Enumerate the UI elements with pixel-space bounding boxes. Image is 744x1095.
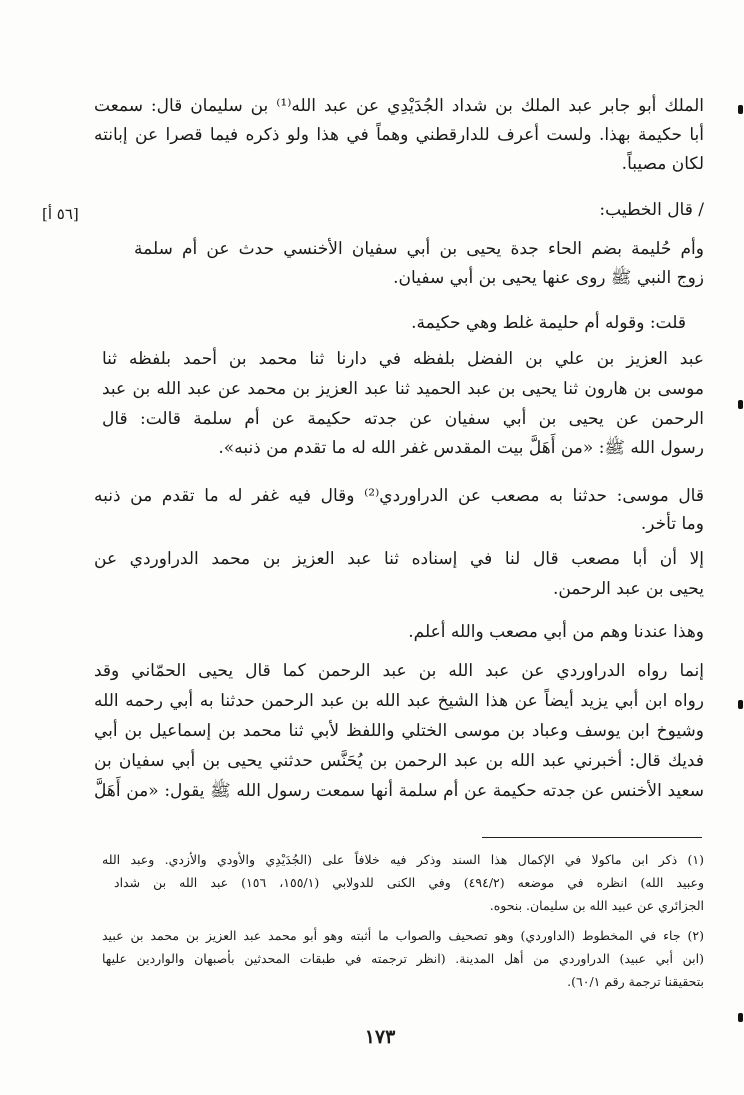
scan-mark	[738, 1013, 743, 1022]
body-line: عبد العزيز بن علي بن الفضل بلفظه في دارنا ثنا محمد بن أحمد بلفظه ثنا	[102, 349, 704, 369]
body-line: رواه ابن أبي يزيد أيضاً عن هذا الشيخ عبد الله بن عبد الرحمن حدثنا به أبي رحمه الله	[94, 691, 704, 711]
body-line: أبا حكيمة بهذا. ولست أعرف للدارقطني وهماً في هذا ولو ذكره فيما قصرا عن إبانته	[94, 125, 704, 145]
body-line: إلا أن أبا مصعب قال لنا في إسناده ثنا عبد العزيز بن محمد الدراوردي عن	[94, 549, 704, 569]
body-line: فديك قال: أخبرني عبد الله بن عبد الرحمن بن يُحَنَّس حدثني يحيى بن أبي سفيان بن	[94, 751, 704, 771]
footnote-line: وعبيد الله) انظره في موضعه (٤٩٤/٢) وفي الكنى للدولابي (١٥٥/١، ١٥٦) عبد الله بن شداد	[114, 875, 704, 890]
scan-mark	[738, 105, 743, 114]
body-line: الرحمن عن يحيى بن أبي سفيان عن جدته حكيمة عن أم سلمة قالت: قال	[102, 409, 704, 429]
body-line: الملك أبو جابر عبد الملك بن شداد الجُدَيْدِي عن عبد الله⁽¹⁾ بن سليمان قال: سمعت	[94, 96, 704, 116]
body-line: وما تأخر.	[640, 514, 704, 534]
body-line: إنما رواه الدراوردي عن عبد الله بن عبد الرحمن كما قال يحيى الحمّاني وقد	[94, 661, 704, 681]
body-line: موسى بن هارون ثنا يحيى بن عبد الحميد ثنا عبد العزيز بن محمد عن عبد الله بن عبد	[102, 379, 704, 399]
footnote-line: بتحقيقنا ترجمة رقم ٦٠/١).	[567, 974, 704, 989]
footnote-separator	[482, 837, 702, 838]
body-line: وشيوخ ابن يوسف وعباد بن موسى الختلي واللفظ لأبي ثنا محمد بن إسماعيل بن أبي	[94, 721, 704, 741]
footnote-line: (ابن أبي عبيد) الدراوردي من أهل المدينة. (انظر ترجمته في طبقات المحدثين بأصبهان والواردين عليها	[102, 951, 704, 966]
footnote-line: (١) ذكر ابن ماكولا في الإكمال هذا السند وذكر فيه خلافاً على (الجُدَيْدِي والأودي والأزدي. وعبد الله	[102, 852, 704, 867]
body-line: زوج النبي ﷺ روى عنها يحيى بن أبي سفيان.	[393, 268, 704, 288]
folio-marker: [٥٦ أ]	[42, 205, 79, 223]
scan-mark	[738, 400, 743, 409]
section-heading: / قال الخطيب:	[599, 200, 704, 220]
body-line: يحيى بن عبد الرحمن.	[552, 579, 704, 599]
scan-mark	[738, 700, 743, 709]
body-line: رسول الله ﷺ: «من أَهَلَّ بيت المقدس غفر الله له ما تقدم من ذنبه».	[218, 438, 704, 458]
body-line: سعيد الأخنس عن جدته حكيمة عن أم سلمة أنها سمعت رسول الله ﷺ يقول: «من أَهَلَّ	[94, 781, 704, 801]
body-line: لكان مصيباً.	[621, 154, 704, 174]
footnote-line: الجزائري عن عبيد الله بن سليمان. بنحوه.	[489, 898, 704, 913]
body-line: قلت: وقوله أم حليمة غلط وهي حكيمة.	[411, 313, 686, 333]
body-line: وهذا عندنا وهم من أبي مصعب والله أعلم.	[408, 622, 704, 642]
body-line: قال موسى: حدثنا به مصعب عن الدراوردي⁽²⁾ وقال فيه غفر له ما تقدم من ذنبه	[94, 486, 704, 506]
footnote-line: (٢) جاء في المخطوط (الداوردي) وهو تصحيف والصواب ما أثبته وهو أبو محمد عبد العزيز بن محمد بن عبيد	[102, 928, 704, 943]
page-number: ١٧٣	[364, 1026, 396, 1048]
body-line: وأم حُليمة بضم الحاء جدة يحيى بن أبي سفيان الأخنسي حدث عن أم سلمة	[134, 239, 704, 259]
